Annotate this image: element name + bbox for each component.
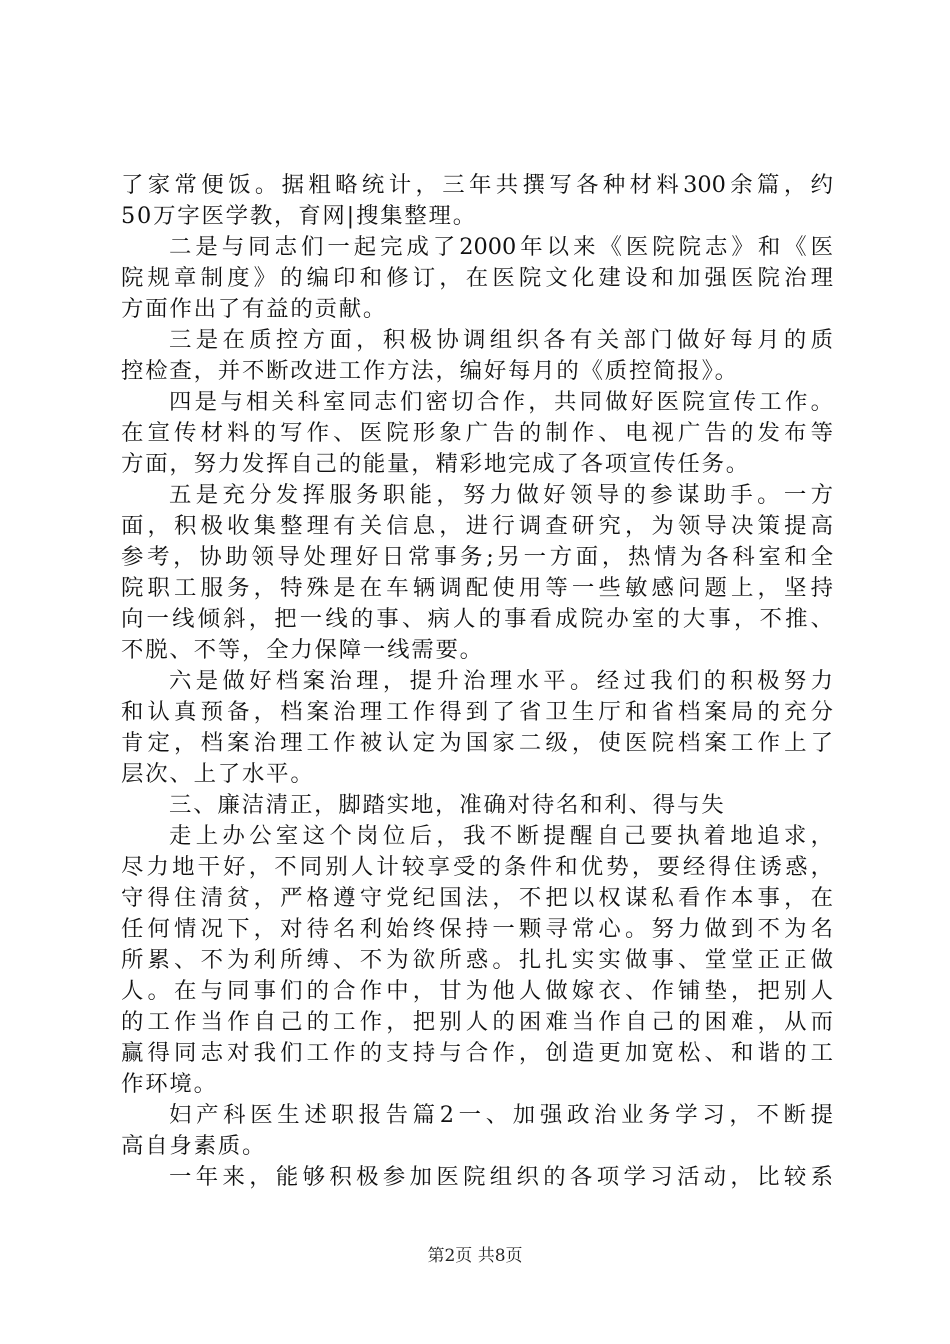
text-line: 不脱、不等，全力保障一线需要。 (121, 637, 484, 663)
text-line: 二是与同志们一起完成了2000年以来《医院院志》和《医 (169, 234, 833, 260)
text-line: 任何情况下，对待名利始终保持一颗寻常心。努力做到不为名 (121, 916, 833, 942)
text-line: 面，积极收集整理有关信息，进行调查研究，为领导决策提高 (121, 513, 833, 539)
text-line: 三是在质控方面，积极协调组织各有关部门做好每月的质 (169, 327, 833, 353)
text-line: 所累、不为利所缚、不为欲所惑。扎扎实实做事、堂堂正正做 (121, 947, 833, 973)
text-line: 作环境。 (121, 1071, 218, 1097)
text-line: 四是与相关科室同志们密切合作，共同做好医院宣传工作。 (169, 389, 833, 415)
text-line: 方面，努力发挥自己的能量，精彩地完成了各项宣传任务。 (121, 451, 750, 477)
text-line: 的工作当作自己的工作，把别人的困难当作自己的困难，从而 (121, 1009, 833, 1035)
page-footer: 第2页 共8页 (427, 1246, 523, 1266)
text-line: 在宣传材料的写作、医院形象广告的制作、电视广告的发布等 (121, 420, 833, 446)
text-line: 参考，协助领导处理好日常事务;另一方面，热情为各科室和全 (121, 544, 833, 570)
text-line: 一年来，能够积极参加医院组织的各项学习活动，比较系 (169, 1164, 833, 1190)
text-line: 妇产科医生述职报告篇2一、加强政治业务学习，不断提 (169, 1102, 833, 1128)
text-line: 了家常便饭。据粗略统计，三年共撰写各种材料300余篇，约 (121, 172, 833, 198)
text-line: 向一线倾斜，把一线的事、病人的事看成院办室的大事，不推、 (121, 606, 833, 632)
text-line: 六是做好档案治理，提升治理水平。经过我们的积极努力 (169, 668, 833, 694)
text-line: 高自身素质。 (121, 1133, 267, 1159)
text-line: 院规章制度》的编印和修订，在医院文化建设和加强医院治理 (121, 265, 833, 291)
text-line: 控检查，并不断改进工作方法，编好每月的《质控简报》。 (121, 358, 739, 384)
document-body (121, 170, 833, 1193)
text-line: 赢得同志对我们工作的支持与合作，创造更加宽松、和谐的工 (121, 1040, 833, 1066)
text-line: 尽力地干好，不同别人计较享受的条件和优势，要经得住诱惑， (121, 854, 833, 880)
text-line: 五是充分发挥服务职能，努力做好领导的参谋助手。一方 (169, 482, 833, 508)
text-line: 方面作出了有益的贡献。 (121, 296, 388, 322)
text-line: 守得住清贫，严格遵守党纪国法，不把以权谋私看作本事，在 (121, 885, 833, 911)
text-line: 三、廉洁清正，脚踏实地，准确对待名和利、得与失 (169, 792, 726, 818)
text-line: 人。在与同事们的合作中，甘为他人做嫁衣、作铺垫，把别人 (121, 978, 833, 1004)
text-line: 层次、上了水平。 (121, 761, 315, 787)
text-line: 50万字医学教，育网|搜集整理。 (121, 203, 477, 229)
text-line: 肯定，档案治理工作被认定为国家二级，使医院档案工作上了 (121, 730, 833, 756)
text-line: 走上办公室这个岗位后，我不断提醒自己要执着地追求， (169, 823, 833, 849)
text-line: 院职工服务，特殊是在车辆调配使用等一些敏感问题上，坚持 (121, 575, 833, 601)
text-line: 和认真预备，档案治理工作得到了省卫生厅和省档案局的充分 (121, 699, 833, 725)
